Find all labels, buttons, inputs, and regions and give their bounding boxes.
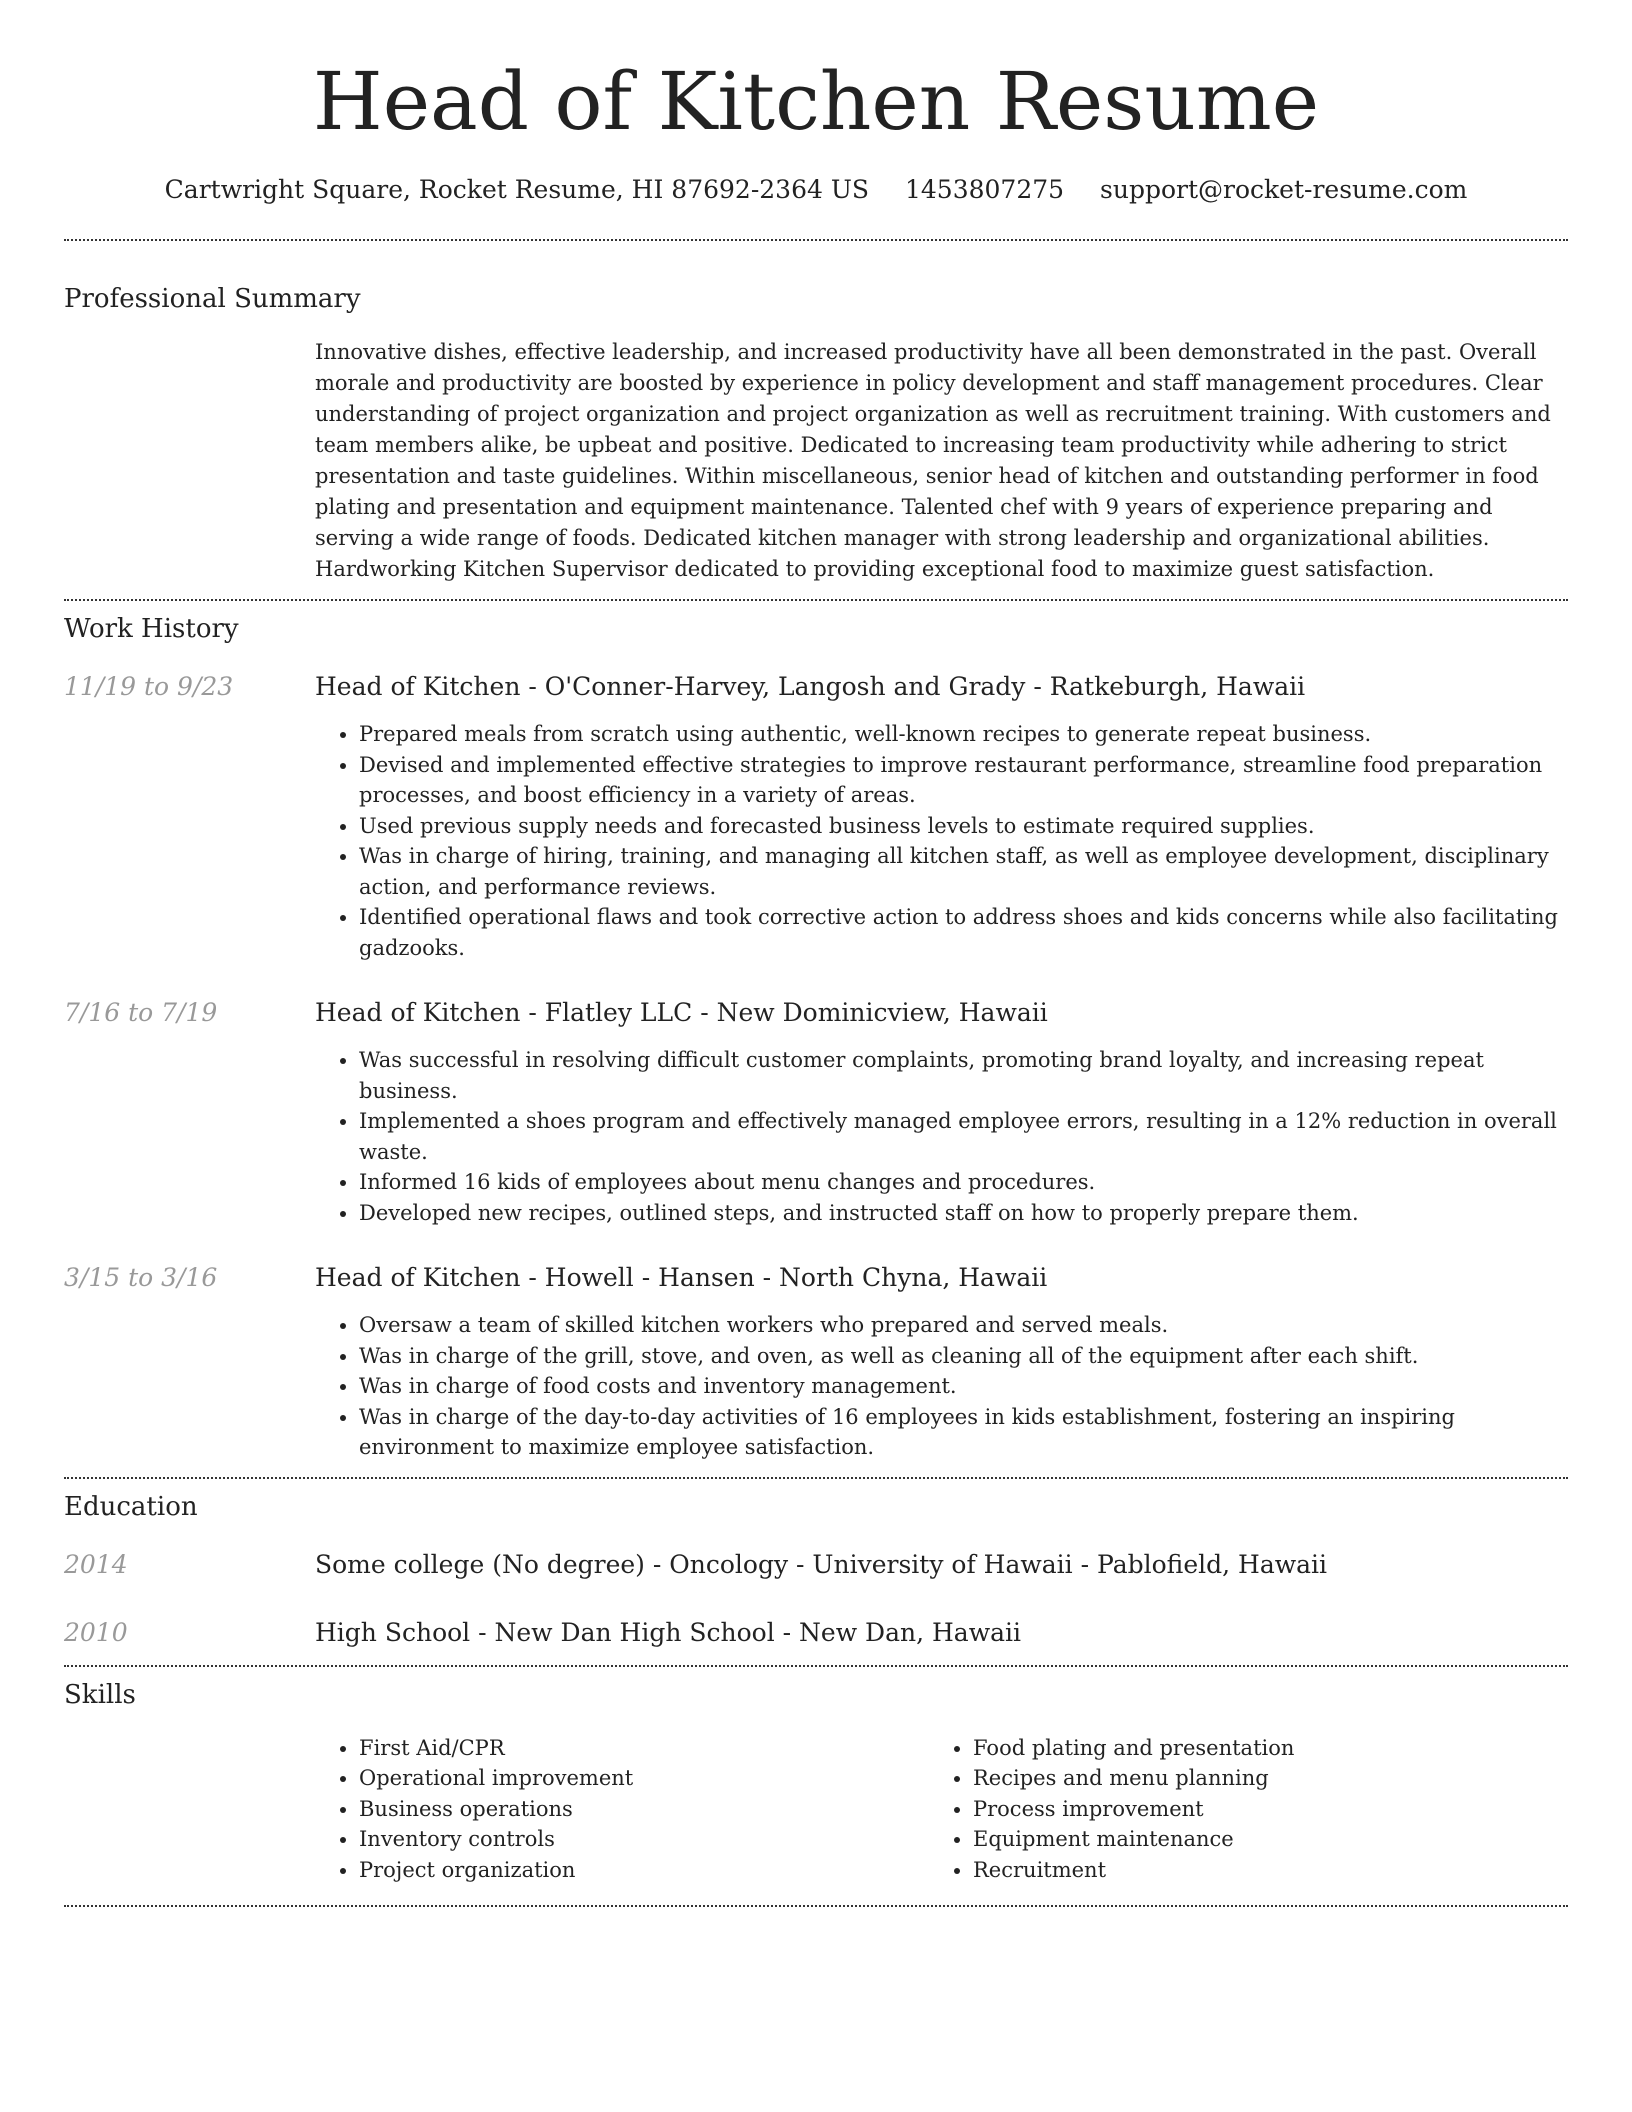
skill-item: • Business operations — [359, 1794, 929, 1825]
list-item: • Used previous supply needs and forecasted business levels to estimate required supplies. — [359, 811, 1568, 842]
contact-email: support@rocket-resume.com — [1100, 175, 1468, 204]
list-item: • Was in charge of the grill, stove, and oven, as well as cleaning all of the equipment after each shift. — [359, 1341, 1568, 1372]
education-year: 2014 — [64, 1549, 128, 1579]
education-entry — [64, 1547, 1568, 1583]
work-entry — [64, 995, 1568, 1228]
education-year: 2010 — [64, 1617, 128, 1647]
work-title: Head of Kitchen - Flatley LLC - New Dominicview, Hawaii — [315, 998, 1048, 1027]
contact-line — [64, 172, 1568, 208]
education-detail: Some college (No degree) - Oncology - University of Hawaii - Pablofield, Hawaii — [315, 1549, 1328, 1579]
list-item: • Identified operational flaws and took corrective action to address shoes and kids concerns while also facilitating gadzooks. — [359, 902, 1568, 963]
education-detail: High School - New Dan High School - New Dan, Hawaii — [315, 1617, 1022, 1647]
skill-item: • Equipment maintenance — [973, 1824, 1543, 1855]
work-dates: 7/16 to 7/19 — [64, 998, 218, 1027]
work-dates: 11/19 to 9/23 — [64, 672, 234, 701]
divider — [64, 1477, 1568, 1479]
skill-item: • Recruitment — [973, 1855, 1543, 1886]
divider — [64, 239, 1568, 241]
work-title: Head of Kitchen - Howell - Hansen - North Chyna, Hawaii — [315, 1263, 1048, 1292]
summary-text: Innovative dishes, effective leadership, and increased productivity have all been demonstrated in the past. Overall morale and productivity are boosted by experience in policy development and staff management procedures. Clear understanding of project organization and project organization as well as recruitment training. With customers and team members alike, be upbeat and positive. Dedicated to increasing team productivity while adhering to strict presentation and taste guidelines. Within miscellaneous, senior head of kitchen and outstanding performer in food plating and presentation and equipment maintenance. Talented chef with 9 years of experience preparing and serving a wide range of foods. Dedicated kitchen manager with strong leadership and organizational abilities. Hardworking Kitchen Supervisor dedicated to providing exceptional food to maximize guest satisfaction. — [315, 340, 1551, 581]
skill-item: • First Aid/CPR — [359, 1733, 929, 1764]
skills-list-left — [315, 1733, 929, 1886]
page-title: Head of Kitchen Resume — [312, 55, 1320, 148]
divider — [64, 1905, 1568, 1907]
section-title-work-history: Work History — [64, 614, 239, 644]
list-item: • Was in charge of the day-to-day activities of 16 employees in kids establishment, fostering an inspiring environment to maximize employee satisfaction. — [359, 1402, 1568, 1463]
skills-list-right — [929, 1733, 1543, 1886]
work-bullets — [315, 719, 1568, 963]
work-dates: 3/15 to 3/16 — [64, 1263, 218, 1292]
list-item: • Was successful in resolving difficult customer complaints, promoting brand loyalty, and increasing repeat business. — [359, 1045, 1568, 1106]
list-item: • Oversaw a team of skilled kitchen workers who prepared and served meals. — [359, 1310, 1568, 1341]
list-item: • Devised and implemented effective strategies to improve restaurant performance, streamline food preparation processes, and boost efficiency in a variety of areas. — [359, 750, 1568, 811]
skill-item: • Food plating and presentation — [973, 1733, 1543, 1764]
work-title: Head of Kitchen - O'Conner-Harvey, Langosh and Grady - Ratkeburgh, Hawaii — [315, 672, 1306, 701]
contact-address: Cartwright Square, Rocket Resume, HI 87692-2364 US — [164, 175, 870, 204]
skills-grid — [315, 1733, 1568, 1886]
skill-item: • Recipes and menu planning — [973, 1763, 1543, 1794]
section-title-summary: Professional Summary — [64, 284, 361, 314]
work-entry — [64, 1260, 1568, 1463]
section-title-skills: Skills — [64, 1679, 136, 1710]
list-item: • Prepared meals from scratch using authentic, well-known recipes to generate repeat business. — [359, 719, 1568, 750]
divider — [64, 599, 1568, 601]
skill-item: • Process improvement — [973, 1794, 1543, 1825]
list-item: • Was in charge of food costs and inventory management. — [359, 1371, 1568, 1402]
contact-phone: 1453807275 — [905, 175, 1065, 204]
skill-item: • Operational improvement — [359, 1763, 929, 1794]
work-entry — [64, 669, 1568, 963]
section-title-education: Education — [64, 1491, 198, 1522]
skill-item: • Project organization — [359, 1855, 929, 1886]
education-entry — [64, 1615, 1568, 1651]
skill-item: • Inventory controls — [359, 1824, 929, 1855]
work-bullets — [315, 1045, 1568, 1228]
list-item: • Implemented a shoes program and effectively managed employee errors, resulting in a 12% reduction in overall waste. — [359, 1106, 1568, 1167]
divider — [64, 1665, 1568, 1667]
list-item: • Was in charge of hiring, training, and managing all kitchen staff, as well as employee development, disciplinary action, and performance reviews. — [359, 841, 1568, 902]
list-item: • Developed new recipes, outlined steps, and instructed staff on how to properly prepare them. — [359, 1198, 1568, 1229]
work-bullets — [315, 1310, 1568, 1463]
list-item: • Informed 16 kids of employees about menu changes and procedures. — [359, 1167, 1568, 1198]
